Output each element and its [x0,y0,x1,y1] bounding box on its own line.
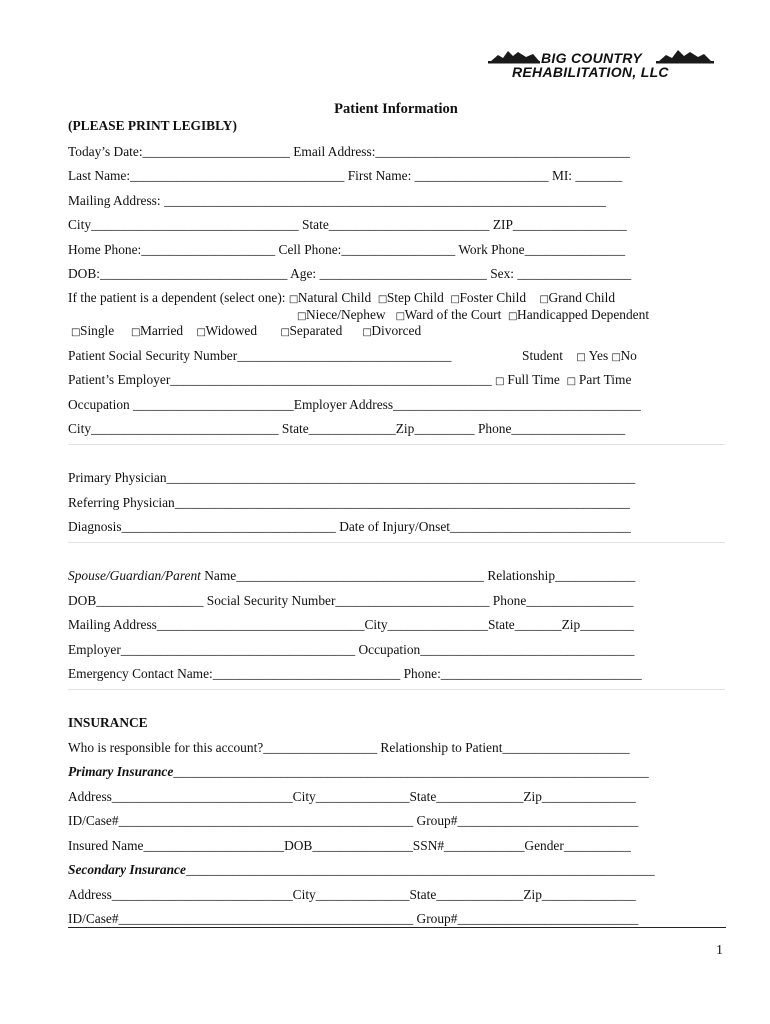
emp-zip-field[interactable]: Zip_________ [395,421,475,436]
mi-field[interactable]: MI: _______ [551,168,623,183]
employer-address-field[interactable]: Employer Address_____________________________________ [293,397,641,412]
ssn-field[interactable]: Patient Social Security Number________________________________ [68,348,452,363]
row-name [68,168,622,184]
checkbox-icon[interactable]: □ [196,327,206,338]
row-guardian-address [68,617,634,633]
ins-city-field[interactable]: City______________ [292,789,410,804]
section-divider [68,689,725,690]
checkbox-icon[interactable]: □ [450,294,460,305]
cell-phone-field[interactable]: Cell Phone:_________________ [278,242,456,257]
guardian-phone-field[interactable]: Phone________________ [492,593,634,608]
page-title: Patient Information [334,101,458,117]
checkbox-icon[interactable]: □ [71,327,81,338]
checkbox-icon[interactable]: □ [297,311,307,322]
option-married: Married [139,323,184,338]
row-guardian-dob [68,593,633,609]
section-divider [68,542,725,543]
ins-state-field[interactable]: State_____________ [409,789,524,804]
email-field[interactable]: Email Address:______________________________________ [293,144,630,159]
guardian-ssn-field[interactable]: Social Security Number_______________________ [206,593,490,608]
insured-dob-field[interactable]: DOB_______________ [284,838,413,853]
emp-state-field[interactable]: State_____________ [281,421,396,436]
row-guardian-employer [68,642,634,658]
ins-zip-field[interactable]: Zip______________ [523,789,636,804]
checkbox-icon[interactable]: □ [395,311,406,322]
dob-field[interactable]: DOB:____________________________ [68,266,288,281]
option-foster-child: Foster Child [459,290,527,305]
guardian-occupation-field[interactable]: Occupation________________________________ [358,642,635,657]
checkbox-icon[interactable]: □ [495,376,505,387]
student-label: Student [522,348,563,363]
row-ins-id [68,813,638,829]
secondary-insurance-field[interactable]: ______________________________________________________________________ [185,862,655,877]
checkbox-icon[interactable]: □ [377,294,388,305]
row-employer [68,372,631,390]
row-insured [68,838,631,854]
checkbox-icon[interactable]: □ [611,352,621,363]
primary-insurance-label: Primary Insurance [68,764,174,779]
row-diagnosis [68,519,631,535]
ins-address-field[interactable]: Address___________________________ [68,789,293,804]
insurance-heading: INSURANCE [68,715,148,730]
part-time-option: Part Time [578,372,632,387]
option-single: Single [80,323,115,338]
checkbox-icon[interactable]: □ [539,294,549,305]
guardian-address-field[interactable]: Mailing Address_______________________________ [68,617,365,632]
row-ins-address [68,789,636,805]
option-divorced: Divorced [371,323,422,338]
option-handicapped-dependent: Handicapped Dependent [517,307,650,322]
student-no-option: No [620,348,637,363]
first-name-field[interactable]: First Name: ____________________ [347,168,549,183]
insured-ssn-field[interactable]: SSN#____________ [412,838,525,853]
ins-id-field[interactable]: ID/Case#____________________________________________ [68,813,414,828]
last-name-field[interactable]: Last Name:________________________________ [68,168,345,183]
ins-group-field-2[interactable]: Group#___________________________ [416,911,639,926]
row-date-email [68,144,630,160]
option-grand-child: Grand Child [548,290,616,305]
row-dependent-1 [68,290,615,308]
ins-state-field-2[interactable]: State_____________ [409,887,524,902]
primary-insurance-field[interactable]: _______________________________________________________________________ [173,764,649,779]
row-responsible [68,740,630,756]
state-field[interactable]: State________________________ [301,217,490,232]
employer-field[interactable]: Patient’s Employer________________________________________________ [68,372,492,387]
row-secondary-insurance [68,862,655,878]
primary-physician-field[interactable]: Primary Physician______________________________________________________________________ [68,470,636,485]
footer-divider [68,927,726,928]
ins-zip-field-2[interactable]: Zip______________ [523,887,636,902]
dependent-prompt: If the patient is a dependent (select one): [68,290,286,305]
ins-id-field-2[interactable]: ID/Case#____________________________________________ [68,911,414,926]
guardian-city-field[interactable]: City_______________ [364,617,488,632]
guardian-dob-field[interactable]: DOB________________ [68,593,204,608]
checkbox-icon[interactable]: □ [130,327,141,338]
guardian-relationship-field[interactable]: Relationship____________ [487,568,636,583]
responsible-field[interactable]: Who is responsible for this account?_________________ [68,740,378,755]
logo-line-2: REHABILITATION, LLC [512,64,669,80]
checkbox-icon[interactable]: □ [280,327,290,338]
row-dob-age-sex [68,266,631,282]
checkbox-icon[interactable]: □ [566,376,577,387]
option-widowed: Widowed [205,323,258,338]
age-field[interactable]: Age: _________________________ [290,266,487,281]
insured-name-field[interactable]: Insured Name_____________________ [68,838,285,853]
option-natural-child: Natural Child [297,290,372,305]
ins-group-field[interactable]: Group#___________________________ [416,813,639,828]
student-yes-option: Yes [588,348,609,363]
row-phones [68,242,625,258]
print-note: (PLEASE PRINT LEGIBLY) [68,118,237,133]
company-logo [488,45,714,81]
option-step-child: Step Child [386,290,444,305]
checkbox-icon[interactable]: □ [576,352,586,363]
work-phone-field[interactable]: Work Phone_______________ [458,242,626,257]
relationship-to-patient-field[interactable]: Relationship to Patient___________________ [380,740,630,755]
row-emergency [68,666,642,682]
date-of-injury-field[interactable]: Date of Injury/Onset___________________________ [339,519,631,534]
option-separated: Separated [289,323,343,338]
row-primary-insurance [68,764,649,780]
option-ward-of-court: Ward of the Court [404,307,502,322]
mailing-address-field[interactable]: Mailing Address: __________________________________________________________________ [68,193,606,208]
full-time-option: Full Time [507,372,560,387]
home-phone-field[interactable]: Home Phone:____________________ [68,242,276,257]
ins-address-field-2[interactable]: Address___________________________ [68,887,293,902]
row-ins-address-2 [68,887,636,903]
row-emp-city [68,421,625,437]
city-field[interactable]: City_______________________________ [68,217,299,232]
checkbox-icon[interactable]: □ [508,311,518,322]
emergency-name-field[interactable]: Emergency Contact Name:____________________________ [68,666,401,681]
section-divider [68,444,725,445]
guardian-zip-field[interactable]: Zip________ [561,617,634,632]
guardian-label: Spouse/Guardian/Parent [68,568,201,583]
logo-line-1: BIG COUNTRY [541,50,643,66]
row-guardian-name [68,568,635,584]
zip-field[interactable]: ZIP_________________ [492,217,627,232]
referring-physician-field[interactable]: Referring Physician____________________________________________________________________ [68,495,631,510]
row-marital [71,323,421,341]
secondary-insurance-label: Secondary Insurance [68,862,186,877]
row-occupation [68,397,641,413]
today-date-field[interactable]: Today’s Date:______________________ [68,144,290,159]
diagnosis-field[interactable]: Diagnosis________________________________ [68,519,336,534]
occupation-field[interactable]: Occupation ________________________ [68,397,294,412]
insured-gender-field[interactable]: Gender__________ [524,838,631,853]
student-row [522,348,637,366]
page-number: 1 [716,943,723,958]
checkbox-icon[interactable]: □ [362,327,372,338]
guardian-employer-field[interactable]: Employer___________________________________ [68,642,356,657]
ins-city-field-2[interactable]: City______________ [292,887,410,902]
option-niece-nephew: Niece/Nephew [306,307,386,322]
emp-city-field[interactable]: City____________________________ [68,421,279,436]
emp-phone-field[interactable]: Phone_________________ [477,421,626,436]
guardian-state-field[interactable]: State_______ [487,617,562,632]
row-ins-id-2 [68,911,638,927]
sex-field[interactable]: Sex: _________________ [490,266,632,281]
guardian-name-field[interactable]: Name_____________________________________ [200,568,484,583]
row-city-state-zip [68,217,627,233]
emergency-phone-field[interactable]: Phone:______________________________ [403,666,642,681]
checkbox-icon[interactable]: □ [288,294,299,305]
